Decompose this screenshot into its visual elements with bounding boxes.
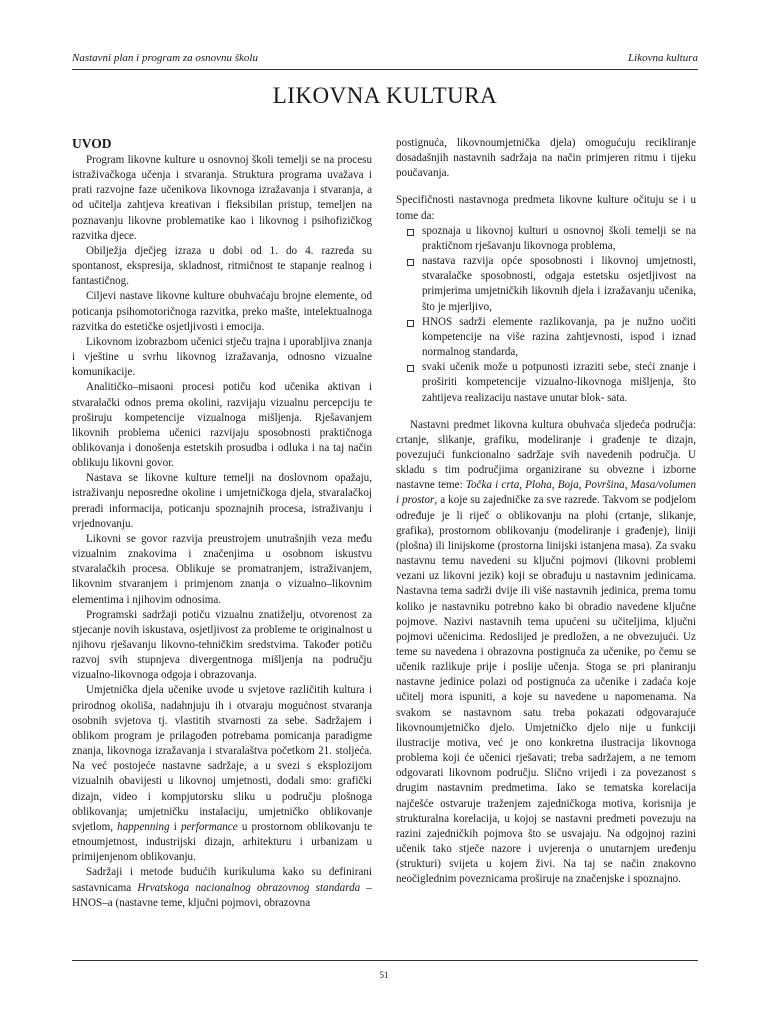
left-column (72, 136, 372, 911)
paragraph-text: Umjetnička djela učenike uvode u svjetove različitih kultura i prirodnog okoliša, nadahnjuju ih i otvaraju mogućnost stvaranja osobnih svjetova tj. vlastitih stvarnosti za sebe. Sadržajem i oblikom program je prilagođen potrebama pomicanja paradigme znanja, likovnoga izražavanja i stvaralaštva početkom 21. stoljeća. Na već postojeće nastavne sadržaje, a u svezi s eksplozijom vizualnih obavijesti u likovnoj umjetnosti, dodali smo: grafički dizajn, video i kompjutorsku sliku u području plošnoga oblikovanja; umjetničku instalaciju, umjetničko oblikovanje svjetlom, (72, 684, 372, 833)
paragraph: Obilježja dječjeg izraza u dobi od 1. do 4. razreda su spontanost, ekspresija, skladnost, ritmičnost te stapanje realnog i fantastičnog. (72, 244, 372, 288)
header-rule (72, 69, 698, 70)
paragraph: Ciljevi nastave likovne kulture obuhvaćaju brojne elemente, od poticanja psihomotoričnoga razvitka, preko mašte, intelektualnoga razvitka do estetičke osjetljivosti i emocija. (72, 290, 372, 333)
paragraph: Analitičko–misaoni procesi potiču kod učenika aktivan i stvaralački odnos prema okolini, razvijaju vizualnu percepciju te proširuju kompetencije vizualnoga mišljenja. Rješavanjem likovnih problema učenici razvijaju sposobnosti praktičnoga oblikovanja i donošenja estetskih prosudba i odluka i na taj način oblikuju likovni govor. (72, 381, 372, 470)
header-left: Nastavni plan i program za osnovnu školu (72, 52, 258, 64)
paragraph (396, 418, 696, 888)
paragraph-text: – HNOS–a (nastavne teme, ključni pojmovi, obrazovna (72, 881, 372, 909)
page-number: 51 (379, 970, 389, 980)
paragraph: Likovnom izobrazbom učenici stječu trajna i uporabljiva znanja i vještine u svrhu likovnog izražavanja, odnosno vizualne komunikacije. (72, 335, 372, 379)
right-column (396, 136, 696, 888)
italic-term: Hrvatskoga nacionalnog obrazovnog standarda (137, 881, 361, 894)
running-header (72, 50, 698, 68)
bullet-list (396, 224, 696, 406)
list-item (396, 224, 696, 254)
paragraph: Nastava se likovne kulture temelji na doslovnom opažaju, istraživanju neposredne okoline i umjetničkoga djela, stvaralačkoj preradi informacija, poticanju spoznajnih procesa, istraživanju i vrjednovanju. (72, 472, 372, 530)
paragraph (72, 865, 372, 910)
paragraph-text: i (169, 820, 181, 833)
section-heading: UVOD (72, 136, 112, 151)
list-item-text: svaki učenik može u potpunosti izraziti sebe, steći znanje i proširiti kompetencije vizualno-likovnoga mišljenja, što zahtijeva realizaciju nastave unutar blok- sata. (422, 361, 696, 404)
paragraph: Specifičnosti nastavnoga predmeta likovne kulture očituju se i u tome da: (396, 194, 696, 222)
paragraph-text: Nastavni predmet likovna kultura obuhvaća sljedeća područja: crtanje, slikanje, grafiku, modeliranje i građenje te dizajn, povezujući funkcionalno sadržaje svih navedenih područja. U skladu s tim područjima organizirane su obvezne i izborne nastavne teme: (396, 418, 696, 492)
list-item (396, 254, 696, 315)
paragraph (72, 683, 372, 865)
italic-term: performance (180, 820, 238, 833)
page-title: LIKOVNA KULTURA (272, 83, 498, 108)
list-item-text: spoznaja u likovnoj kulturi u osnovnoj školi temelji se na praktičnom rješavanju likovnoga problema, (422, 224, 696, 252)
paragraph: Programski sadržaji potiču vizualnu znatiželju, otvorenost za stjecanje novih iskustava, osjetljivost za probleme te originalnost u njihovu rješavanju likovno-tehničkim sredstvima. Također potiču razvoj svih stupnjeva divergentnoga mišljenja na području vizualno-likovnoga odgoja i obrazovanja. (72, 608, 372, 682)
italic-term: Točka i crta, Ploha, Boja, Površina, Masa/volumen i prostor (396, 479, 696, 507)
checkbox-bullet-icon (407, 259, 414, 266)
checkbox-bullet-icon (407, 320, 414, 327)
paragraph: postignuća, likovnoumjetnička djela) omogućuju recikliranje dosadašnjih nastavnih sadržaja na način primjeren ritmu i tijeku poučavanja. (396, 137, 696, 180)
list-item-text: nastava razvija opće sposobnosti i likovnoj umjetnosti, stvaralačke sposobnosti, odgaja estetsku osjetljivost na primjerima umjetničkih likovnih djela i izražavanju učenika, što je mjerljivo, (422, 255, 696, 313)
list-item (396, 315, 696, 360)
paragraph: Program likovne kulture u osnovnoj školi temelji se na procesu istraživačkoga učenja i stvaranja. Struktura programa uvažava i prati razvojne faze učenikova likovnoga izražavanja i stvaranja, a od učitelja zahtjeva kreativan i fleksibilan pristup, temeljen na poznavanju likovne problematike kao i likovnog i psihofizičkog razvitka djece. (72, 154, 372, 242)
footer-rule (72, 960, 698, 961)
checkbox-bullet-icon (407, 365, 414, 372)
paragraph-text: u prostornom oblikovanju te etnoumjetnost, industrijski dizajn, arhitekturu i urbanizam u primijenjenom oblikovanju. (72, 820, 372, 864)
paragraph-text: Sadržaji i metode budućih kurikuluma kako su definirani sastavnicama (72, 866, 372, 894)
header-right: Likovna kultura (628, 52, 698, 64)
paragraph: Likovni se govor razvija preustrojem unutrašnjih veza među vizualnim znakovima i značenjima u osobnom iskustvu stvaralačkih procesa. Oblikuje se promatranjem, istraživanjem, likovnim stvaranjem i primjenom znanja o vizualno–likovnim elementima i njihovim odnosima. (72, 532, 372, 606)
checkbox-bullet-icon (407, 229, 414, 236)
italic-term: happenning (117, 820, 170, 833)
paragraph-text: , a koje su zajedničke za sve razrede. Takvom se podjelom određuje je li riječ o oblikovanju na plohi (crtanje, slikanje, grafika), prostornom oblikovanju (modeliranje i građenje), liniji (plošna) ili linijskome (prostorna linijski istanjena masa). Za svaku nastavnu temu navedeni su ključni pojmovi (likovni problemi vezani uz likovni jezik) koji se obrađuju u nastavnim jedinicama. Nastavna tema sadrži dvije ili više nastavnih jedinica, prema tomu koliko je nastavniku potrebno kako bi obradio navedene ključne pojmove. Nazivi nastavnih tema upućeni su učiteljima, ključni pojmovi učenicima. Redoslijed je predložen, a ne obvezujući. Uz teme su navedena i obrazovna postignuća za učenike, po čemu se učenik razlikuje prije i poslije učenja. Stoga se pri planiranju nastavne jedinice polazi od postignuća za učenike i zadaća koje učitelj mora ispuniti, a koje su navedene u napomenama. Na svakom se nastavnom satu treba pokazati odgovarajuće likovnoumjetničko djelo. Umjetničko djelo nije u funkciji ilustracije motiva, već je ono konkretna ilustracija likovnoga problema koji će učenici rješavati; treba sadržajem, a ne temom odgovarati likovnom području. Slično vrijedi i za povezanost s drugim nastavnim predmetima. Iako se tematska korelacija najčešće ostvaruje traženjem zajedničkoga motiva, korisnija je strukturalna korelacija, u kojoj se nastavni predmeti povezuju na razini zajedničkih pojmova što se usvajaju. Na odgojnoj razini učenik tako stječe nazore i uvjerenja o unutarnjem uređenju (strukturi) svijeta u kojem živi. Na taj se način znakovno neočiglednim poveznicama proširuje na značenjske i spoznajno. (396, 494, 696, 886)
list-item (396, 360, 696, 405)
list-item-text: HNOS sadrži elemente razlikovanja, pa je nužno uočiti kompetencije na više razina zahtjevnosti, ispod i iznad normalnog standarda, (422, 315, 696, 359)
